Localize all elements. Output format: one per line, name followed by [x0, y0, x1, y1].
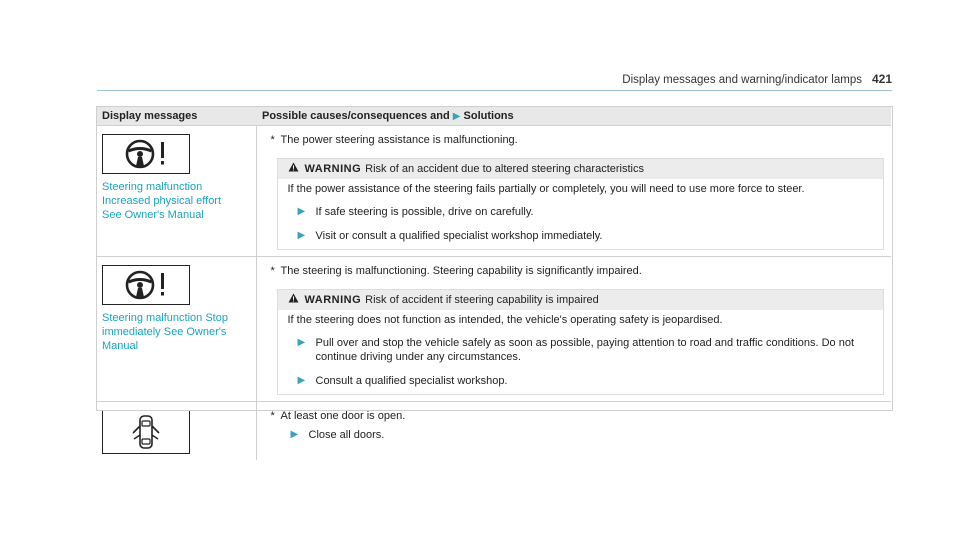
display-messages-table: [96, 106, 891, 460]
solution-step: ▶ Pull over and stop the vehicle safely as soon as possible, paying attention to road and traffic conditions. Do not continue driving under any circumstances.: [297, 337, 855, 363]
cause: * The steering is malfunctioning. Steering capability is significantly impaired.: [270, 265, 642, 277]
solution-step: ▶ Close all doors.: [290, 429, 385, 441]
page-header-title: Display messages and warning/indicator lamps: [622, 74, 862, 86]
causes-solutions-cell: [256, 402, 891, 461]
table-header-row: [96, 106, 891, 126]
arrow-right-icon: ▶: [297, 230, 306, 241]
warning-header: WARNING Risk of accident if steering capability is impaired: [278, 290, 883, 310]
column-header-solutions-label: Solutions: [463, 109, 514, 122]
display-message-cell: [96, 126, 256, 257]
table-row: [96, 257, 891, 402]
display-message-cell: [96, 402, 256, 461]
arrow-right-icon: ▶: [297, 337, 306, 348]
car-door-open-icon: [102, 410, 190, 454]
arrow-right-icon: ▶: [297, 375, 306, 386]
display-message-text: Steering malfunction Stop immediately See Owner's Manual: [102, 312, 228, 352]
solution-step: ▶ If safe steering is possible, drive on carefully.: [297, 206, 534, 218]
warning-box: [277, 158, 884, 250]
column-header-causes: [256, 106, 891, 126]
display-message-cell: [96, 257, 256, 402]
causes-solutions-cell: [256, 257, 891, 402]
warning-body: If the power assistance of the steering fails partially or completely, you will need to use more force to steer. ▶ If safe steering is possible, drive on carefully. ▶ Visit or consult a qualified specialist workshop immediately.: [278, 179, 883, 249]
solution-step: ▶ Consult a qualified specialist workshop.: [297, 375, 508, 387]
arrow-right-icon: ▶: [290, 429, 299, 440]
warning-body: If the steering does not function as intended, the vehicle's operating safety is jeopardised. ▶ Pull over and stop the vehicle safely as soon as possible, paying attention to road and traffic conditions. Do not continue driving under any circumstances. ▶ Consult a qualified specialist workshop.: [278, 310, 883, 394]
page-header: [97, 72, 892, 86]
solution-step: ▶ Visit or consult a qualified specialist workshop immediately.: [297, 230, 603, 242]
display-message-text: Steering malfunction Increased physical effort See Owner's Manual: [102, 181, 222, 221]
warning-triangle-icon: [288, 162, 299, 172]
arrow-right-icon: ▶: [452, 110, 461, 122]
table-row: [96, 402, 891, 461]
column-header-display-messages: Display messages: [96, 106, 256, 126]
warning-triangle-icon: [288, 293, 299, 303]
table-row: [96, 126, 891, 257]
cause: * The power steering assistance is malfunctioning.: [270, 134, 518, 146]
steering-wheel-warning-icon: [102, 134, 190, 174]
header-rule: [97, 90, 892, 91]
arrow-right-icon: ▶: [297, 206, 306, 217]
page-number: 421: [871, 72, 892, 86]
causes-solutions-cell: [256, 126, 891, 257]
column-header-causes-label: Possible causes/consequences and: [262, 109, 450, 122]
cause: * At least one door is open.: [270, 410, 406, 422]
warning-box: [277, 289, 884, 395]
warning-header: WARNING Risk of an accident due to altered steering characteristics: [278, 159, 883, 179]
steering-wheel-warning-icon: [102, 265, 190, 305]
